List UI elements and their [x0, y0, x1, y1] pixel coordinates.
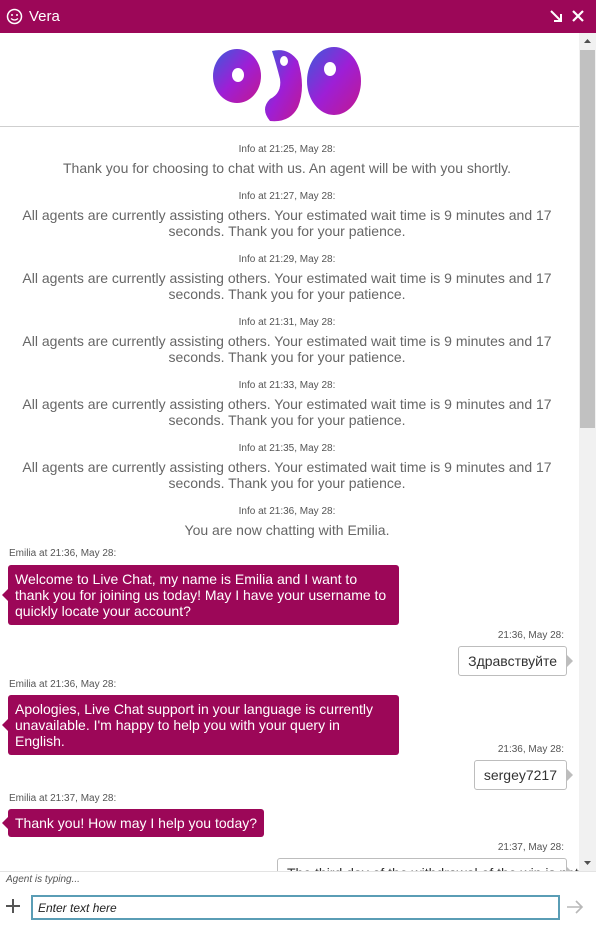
window-title: Vera — [29, 8, 60, 25]
smiley-icon — [6, 8, 23, 25]
chat-transcript[interactable] — [0, 33, 579, 871]
info-message: All agents are currently assisting others. Your estimated wait time is 9 minutes and 17 seconds. Thank you for your patience. — [22, 396, 552, 428]
agent-timestamp: Emilia at 21:36, May 28: — [9, 548, 117, 559]
composer — [0, 886, 596, 925]
info-message: All agents are currently assisting others. Your estimated wait time is 9 minutes and 17 seconds. Thank you for your patience. — [22, 333, 552, 365]
ojo-logo — [210, 39, 366, 125]
arrow-down-right-icon[interactable] — [548, 8, 564, 24]
agent-timestamp: Emilia at 21:37, May 28: — [9, 793, 117, 804]
info-timestamp: Info at 21:36, May 28: — [238, 506, 336, 517]
info-message: All agents are currently assisting others. Your estimated wait time is 9 minutes and 17 seconds. Thank you for your patience. — [22, 207, 552, 239]
scroll-up-arrow-icon[interactable] — [579, 33, 596, 50]
typing-indicator — [0, 871, 596, 887]
user-message: sergey7217 — [474, 760, 567, 790]
info-timestamp: Info at 21:35, May 28: — [238, 443, 336, 454]
user-timestamp: 21:37, May 28: — [497, 842, 564, 853]
user-message: Здравствуйте — [458, 646, 567, 676]
info-message: All agents are currently assisting others. Your estimated wait time is 9 minutes and 17 seconds. Thank you for your patience. — [22, 459, 552, 491]
info-message: You are now chatting with Emilia. — [184, 522, 390, 538]
agent-message: Welcome to Live Chat, my name is Emilia and I want to thank you for joining us today! May I have your username to quickly locate your account? — [8, 565, 399, 625]
title-bar — [0, 0, 596, 33]
scroll-down-arrow-icon[interactable] — [579, 854, 596, 871]
user-timestamp: 21:36, May 28: — [497, 744, 564, 755]
agent-timestamp: Emilia at 21:36, May 28: — [9, 679, 117, 690]
info-message: All agents are currently assisting others. Your estimated wait time is 9 minutes and 17 seconds. Thank you for your patience. — [22, 270, 552, 302]
arrow-right-icon[interactable] — [566, 899, 584, 915]
info-timestamp: Info at 21:33, May 28: — [238, 380, 336, 391]
typing-status: Agent is typing... — [6, 874, 80, 885]
user-timestamp: 21:36, May 28: — [497, 630, 564, 641]
agent-message: Thank you! How may I help you today? — [8, 809, 264, 837]
info-timestamp: Info at 21:31, May 28: — [238, 317, 336, 328]
plus-icon[interactable] — [5, 898, 21, 914]
scroll-thumb[interactable] — [580, 50, 595, 428]
agent-message: Apologies, Live Chat support in your language is currently unavailable. I'm happy to help you with your query in English. — [8, 695, 399, 755]
info-message: Thank you for choosing to chat with us. An agent will be with you shortly. — [63, 160, 511, 176]
chat-scrollbar[interactable] — [579, 33, 596, 871]
message-input[interactable] — [31, 895, 560, 920]
close-icon[interactable] — [570, 8, 586, 24]
logo-header — [0, 33, 579, 127]
info-timestamp: Info at 21:29, May 28: — [238, 254, 336, 265]
info-timestamp: Info at 21:27, May 28: — [238, 191, 336, 202]
info-timestamp: Info at 21:25, May 28: — [238, 144, 336, 155]
